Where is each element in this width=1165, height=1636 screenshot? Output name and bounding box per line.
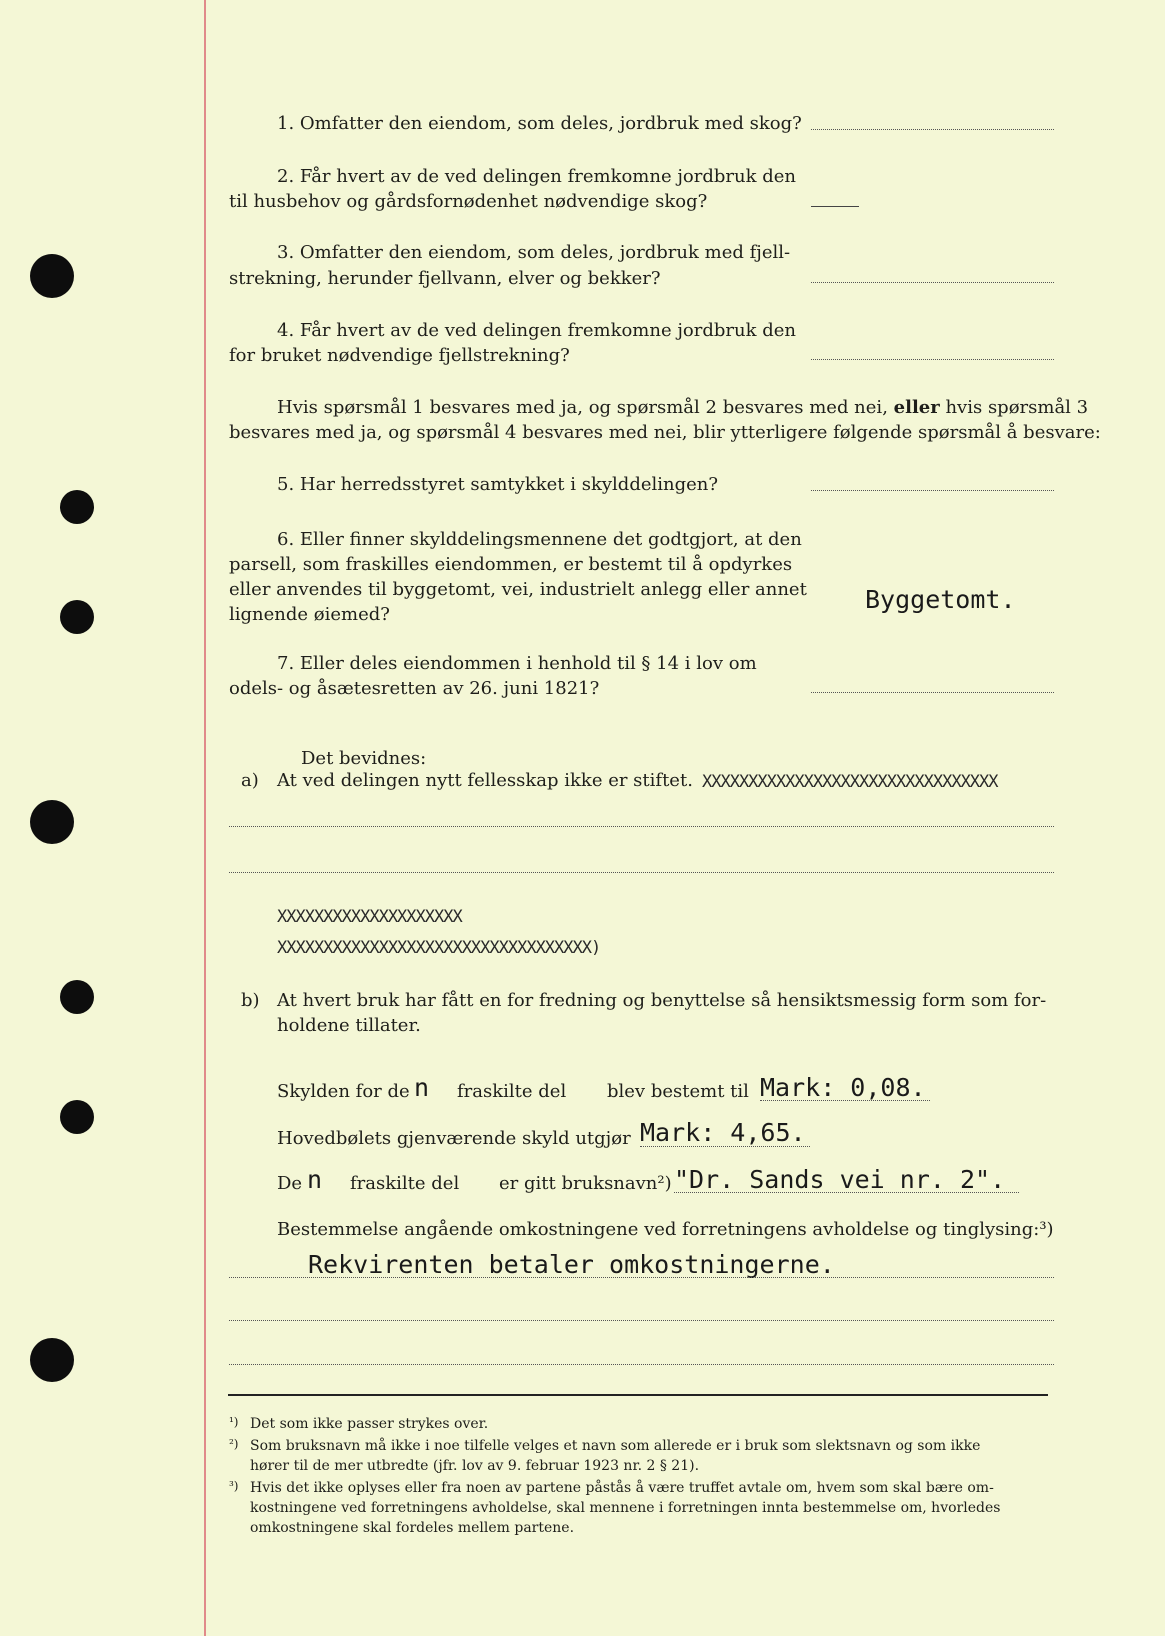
punch-hole [30,1338,74,1382]
punch-hole [60,1100,94,1134]
hovedbol-value[interactable]: Mark: 4,65. [640,1118,806,1147]
answer-line-5[interactable] [811,490,1054,491]
answer-line-7[interactable] [811,692,1054,693]
omkostninger-line-3[interactable] [229,1364,1054,1365]
question-6-line2: parsell, som fraskilles eiendommen, er bestemt til å opdyrkes [229,554,793,575]
struck-text-a: XXXXXXXXXXXXXXXXXXXXXXXXXXXXXXXX [702,772,998,792]
item-b-label: b) [241,990,260,1011]
margin-line [204,0,206,1636]
blank-line[interactable] [229,872,1054,873]
hovedbol-label: Hovedbølets gjenværende skyld utgjør [277,1128,631,1149]
struck-text-2: XXXXXXXXXXXXXXXXXXXXXXXXXXXXXXXXXX) [277,938,601,958]
skyld-label-mid: fraskilte del [457,1081,567,1102]
question-3-line2: strekning, herunder fjellvann, elver og bekker? [229,268,661,289]
skyld-label-pre: Skylden for de [277,1081,410,1102]
omkostninger-value[interactable]: Rekvirenten betaler omkostningerne. [308,1250,835,1279]
skyld-value[interactable]: Mark: 0,08. [760,1073,926,1102]
omkostninger-line-2[interactable] [229,1320,1054,1321]
question-text: Omfatter den eiendom, som deles, jordbruk med skog? [299,113,802,134]
footnote-1-mark: ¹) [229,1415,239,1429]
skyld-label-post: blev bestemt til [607,1081,749,1102]
omkostninger-line-1[interactable] [229,1277,1054,1278]
bruksnavn-label-mid: fraskilte del [350,1173,460,1194]
question-3: 3. Omfatter den eiendom, som deles, jordbruk med fjell- [277,242,791,263]
question-5: 5. Har herredsstyret samtykket i skylddelingen? [277,474,719,495]
certification-heading: Det bevidnes: [301,748,427,769]
item-a-text: At ved delingen nytt fellesskap ikke er stiftet. [277,770,693,791]
punch-hole [60,490,94,524]
footnote-3-mark: ³) [229,1479,239,1493]
item-b-line2: holdene tillater. [277,1015,421,1036]
question-7: 7. Eller deles eiendommen i henhold til § 14 i lov om [277,653,757,674]
footnote-2-mark: ²) [229,1437,239,1451]
answer-line-4[interactable] [811,359,1054,360]
punch-hole [60,600,94,634]
bruksnavn-value[interactable]: "Dr. Sands vei nr. 2". [674,1165,1006,1194]
bruksnavn-label-pre: De [277,1173,303,1194]
bruksnavn-label-post: er gitt bruksnavn²) [499,1173,672,1194]
item-b-text: At hvert bruk har fått en for fredning og benyttelse så hensiktsmessig form som for- [277,990,1047,1011]
punch-hole [60,980,94,1014]
footnote-1: Det som ikke passer strykes over. [250,1416,489,1432]
question-2-line2: til husbehov og gårdsfornødenhet nødvendige skog? [229,191,708,212]
condition-line-1: Hvis spørsmål 1 besvares med ja, og spørsmål 2 besvares med nei, eller hvis spørsmål 3 [277,397,1089,418]
footnote-divider [228,1394,1048,1396]
footnote-3-line-3: omkostningene skal fordeles mellem partene. [250,1520,575,1536]
skyld-typed-n: n [414,1073,430,1102]
footnote-2-line-2: hører til de mer utbredte (jfr. lov av 9. februar 1923 nr. 2 § 21). [250,1458,700,1474]
question-7-line2: odels- og åsætesretten av 26. juni 1821? [229,678,600,699]
footnote-3-line-1: Hvis det ikke oplyses eller fra noen av partene påstås å være truffet avtale om, hvem som skal bære om- [250,1480,994,1496]
footnote-2-line-1: Som bruksnavn må ikke i noe tilfelle velges et navn som allerede er i bruk som slektsnavn og som ikke [250,1438,981,1454]
omkostninger-label: Bestemmelse angående omkostningene ved forretningens avholdelse og tinglysing:³) [277,1219,1054,1240]
question-6-line4: lignende øiemed? [229,604,390,625]
question-2: 2. Får hvert av de ved delingen fremkomne jordbruk den [277,166,797,187]
question-4-line2: for bruket nødvendige fjellstrekning? [229,345,570,366]
condition-line-2: besvares med ja, og spørsmål 4 besvares med nei, blir ytterligere følgende spørsmål å besvare: [229,422,1101,443]
blank-line[interactable] [229,826,1054,827]
answer-line-3[interactable] [811,282,1054,283]
hovedbol-dots [640,1146,810,1147]
item-a-label: a) [241,770,259,791]
answer-line-1[interactable] [811,129,1054,130]
answer-line-2[interactable] [811,206,859,207]
skyld-dots [760,1100,930,1101]
punch-hole [30,254,74,298]
bruksnavn-dots [674,1192,1019,1193]
question-6: 6. Eller finner skylddelingsmennene det godtgjort, at den [277,529,802,550]
struck-text-1: XXXXXXXXXXXXXXXXXXXX [277,907,462,927]
footnote-3-line-2: kostningene ved forretningens avholdelse, skal mennene i forretningen innta bestemmelse om, hvorledes [250,1500,1001,1516]
question-1 [277,111,802,136]
answer-6-typed[interactable]: Byggetomt. [865,585,1016,614]
question-6-line3: eller anvendes til byggetomt, vei, industrielt anlegg eller annet [229,579,807,600]
question-4: 4. Får hvert av de ved delingen fremkomne jordbruk den [277,320,797,341]
question-number: 1. [277,113,295,134]
bruksnavn-typed-n: n [307,1165,323,1194]
punch-hole [30,800,74,844]
